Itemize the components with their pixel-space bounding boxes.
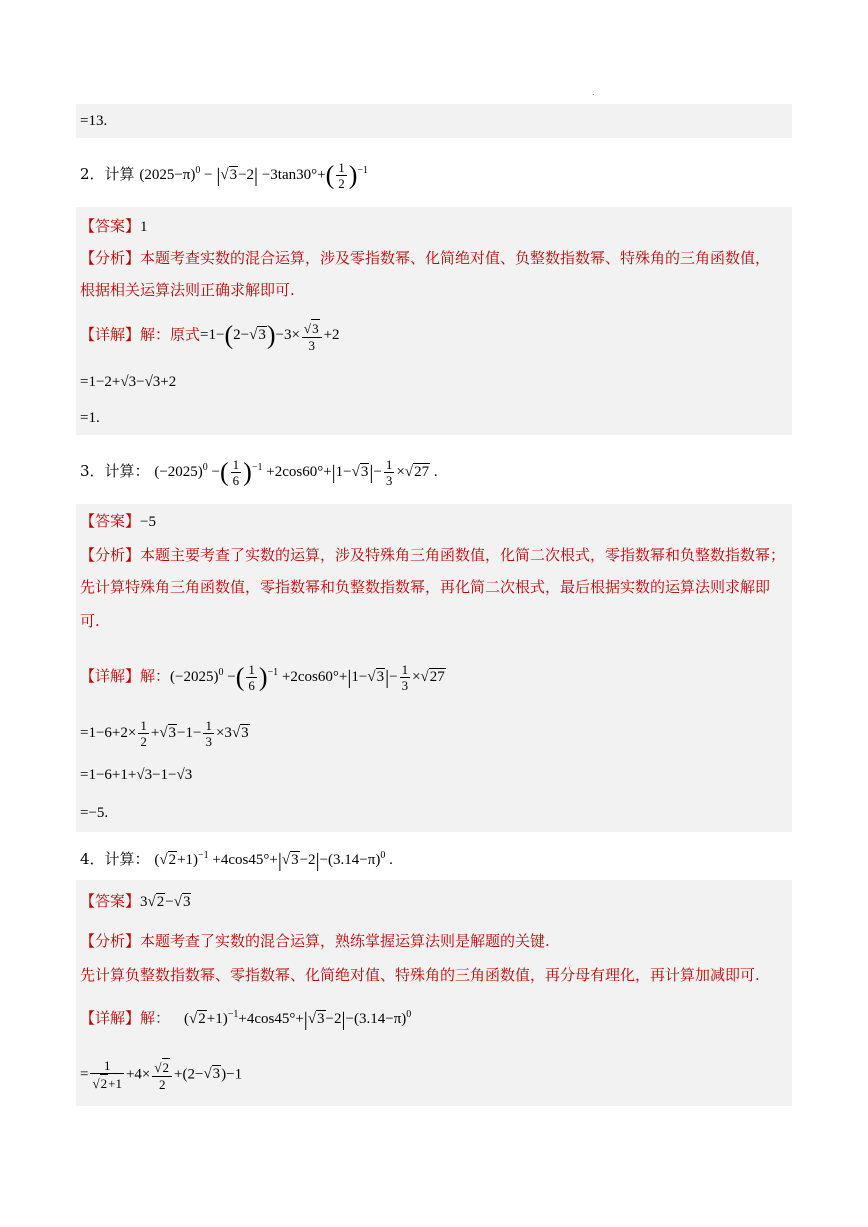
analysis-line bbox=[80, 544, 785, 566]
detail-prefix: 解： bbox=[140, 1009, 171, 1027]
answer-value: 1 bbox=[140, 219, 148, 235]
step-line: =1−2+√3−√3+2 bbox=[80, 374, 177, 390]
question-label: 4．计算： bbox=[80, 850, 150, 868]
analysis-tag: 【分析】 bbox=[80, 249, 141, 267]
detail-prefix: 解： bbox=[140, 667, 171, 685]
detail-line bbox=[80, 319, 340, 353]
question-4 bbox=[80, 845, 393, 872]
analysis-line: 可. bbox=[80, 612, 100, 630]
solution-block-1 bbox=[76, 104, 792, 138]
answer-line bbox=[80, 215, 148, 238]
analysis-text: 本题主要考查了实数的运算，涉及特殊角三角函数值，化简二次根式，零指数幂和负整数指数幂； bbox=[140, 546, 786, 564]
analysis-tag: 【分析】 bbox=[80, 546, 141, 564]
answer-tag: 【答案】 bbox=[80, 217, 141, 235]
analysis-line: 先计算负整数指数幂、零指数幂、化简绝对值、特殊角的三角函数值，再分母有理化，再计算加减即可. bbox=[80, 966, 760, 984]
solution-block-4 bbox=[76, 880, 792, 1106]
solution-block-2 bbox=[76, 207, 792, 435]
analysis-text: 本题考查实数的混合运算，涉及零指数幂、化简绝对值、负整数指数幂、特殊角的三角函数值， bbox=[140, 249, 771, 267]
detail-line bbox=[80, 662, 446, 693]
step-line: =1−6+1+√3−1−√3 bbox=[80, 767, 193, 783]
analysis-line: 根据相关运算法则正确求解即可. bbox=[80, 281, 295, 299]
detail-expression: $(√2+1)^{-1}+4\cos 45^\circ+|√3-2|-(3.14-\pi)^0$ bbox=[184, 1008, 412, 1031]
step-line: =1−6+2× $\frac{1}{2}$ +√3−1− $\frac{1}{3}$ ×3√3 bbox=[80, 718, 249, 749]
analysis-line: 先计算特殊角三角函数值，零指数幂和负整数指数幂，再化简二次根式，最后根据实数的运算法则求解即 bbox=[80, 578, 771, 596]
result-line: =−5. bbox=[80, 805, 109, 821]
analysis-line bbox=[80, 247, 770, 269]
answer-line bbox=[80, 890, 191, 913]
analysis-line bbox=[80, 930, 550, 952]
question-expression: $(2025-\pi)^0 - |√3-2| -3\tan 30^\circ+$( $\frac{1}{2}$ )$^{-1}$ bbox=[139, 160, 369, 192]
result-line: =1. bbox=[80, 410, 100, 426]
answer-line bbox=[80, 510, 156, 533]
answer-value: 3√2−√3 bbox=[140, 894, 191, 910]
detail-tag: 【详解】 bbox=[80, 1009, 141, 1027]
solution-block-3 bbox=[76, 504, 792, 832]
answer-tag: 【答案】 bbox=[80, 512, 141, 530]
detail-tag: 【详解】 bbox=[80, 325, 141, 344]
step-line: = $\frac{1}{√2+1}$ +4× $\frac{√2}{2}$ +(2−√3)−1 bbox=[80, 1058, 243, 1092]
header-dot: . bbox=[592, 88, 595, 97]
analysis-tag: 【分析】 bbox=[80, 932, 141, 950]
analysis-text: 本题考查了实数的混合运算，熟练掌握运算法则是解题的关键. bbox=[140, 932, 550, 950]
detail-line bbox=[80, 1004, 411, 1031]
question-expression: $(-2025)^0$ −( $\frac{1}{6}$ )$^{-1}$ +2cos60°+|1−√3|− $\frac{1}{3}$ ×√27 . bbox=[154, 457, 438, 489]
question-3 bbox=[80, 457, 438, 488]
answer-value: −5 bbox=[140, 514, 156, 530]
question-label: 3．计算： bbox=[80, 462, 150, 480]
detail-expression: =1−(2−√3)−3× $\frac{√3}{3}$ +2 bbox=[200, 321, 340, 353]
detail-prefix: 解：原式 bbox=[140, 325, 201, 344]
detail-tag: 【详解】 bbox=[80, 667, 141, 685]
answer-tag: 【答案】 bbox=[80, 892, 141, 910]
question-label: 2．计算 bbox=[80, 165, 135, 183]
question-2 bbox=[80, 160, 368, 191]
result-line: =13. bbox=[80, 113, 108, 129]
detail-expression: $(-2025)^0$ −( $\frac{1}{6}$ )$^{-1}$ +2cos60°+|1−√3|− $\frac{1}{3}$ ×√27 bbox=[170, 662, 445, 694]
question-expression: $(√2+1)^{-1} +4\cos 45^\circ+|√3-2|-(3.14-\pi)^0$ . bbox=[154, 849, 393, 872]
